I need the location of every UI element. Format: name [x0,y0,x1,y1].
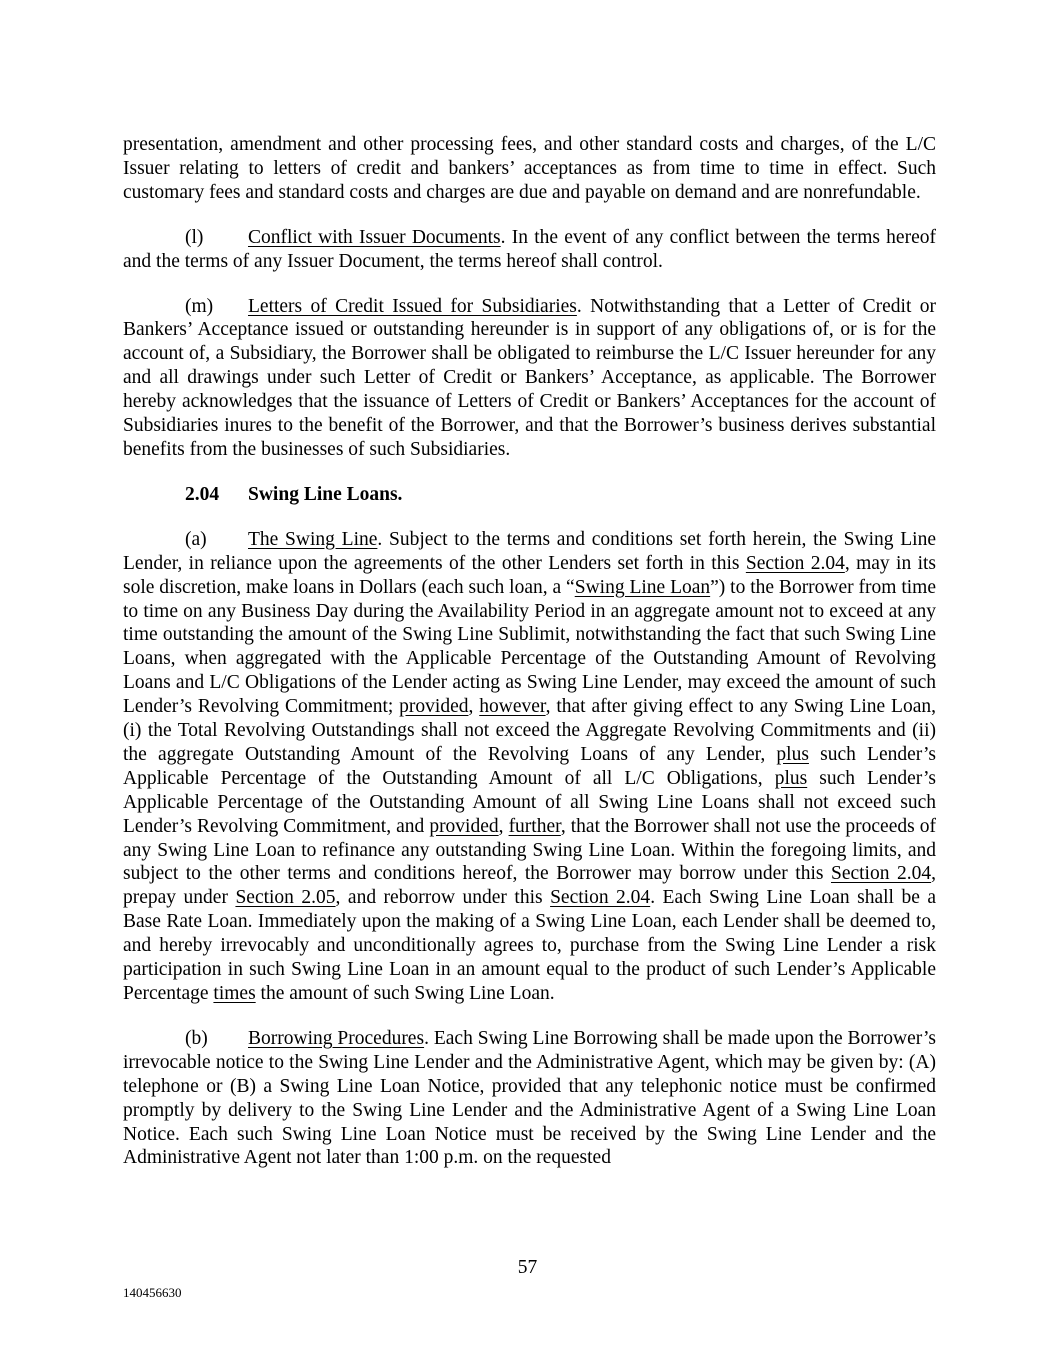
paragraph-label: 2.04 [185,483,220,505]
text-run: the amount of such Swing Line Loan. [255,983,555,1004]
text-run: such Lender’s Applicable Percentage of the Outstanding Amount of all Swing Line Loans shall not exceed such Lender’s Revolving Commitment, and [123,767,936,837]
paragraph-heading-2-04 [123,483,936,507]
text-run: , prepay under [123,863,936,909]
paragraph-label: (a) [185,528,207,550]
text-run: . Notwithstanding that a Letter of Credit or Bankers’ Acceptance issued or outstanding hereunder is in support of any obligations of, or is for the account of, a Subsidiary, the Borrower shall be obligated to reimburse the L/C Issuer hereunder for any and all drawings under such Letter of Credit or Bankers’ Acceptance, as applicable. The Borrower hereby acknowledges that the issuance of Letters of Credit or Bankers’ Acceptances for the account of Subsidiaries inures to the benefit of the Borrower, and that the Borrower’s business derives substantial benefits from the businesses of such Subsidiaries. [123,295,937,460]
document-id-footer: 140456630 [123,1285,182,1300]
paragraph-fees-continuation [123,133,936,205]
text-run: , may in its sole discretion, make loans in Dollars (each such loan, a “ [123,552,936,598]
underlined-term: Section 2.04 [550,887,651,909]
document-body [123,133,936,1191]
paragraph-section-b [123,1027,936,1170]
underlined-term: plus [774,767,808,789]
paragraph-label: (b) [185,1027,208,1049]
text-run: , and reborrow under this [335,887,551,909]
underlined-term: Section 2.04 [745,552,845,574]
underlined-term: provided [399,696,469,718]
underlined-term: however [479,696,546,718]
text-run: . Each Swing Line Borrowing shall be made upon the Borrower’s irrevocable notice to the Swing Line Lender and the Administrative Agent, which may be given by: (A) telephone or (B) a Swing Line Loan Notice, provided that any telephonic notice must be confirmed promptly by delivery to the Swing Line Lender and the Administrative Agent of a Swing Line Loan Notice. Each such Swing Line Loan Notice must be received by the Swing Line Lender and the Administrative Agent not later than 1:00 p.m. on the requested [123,1027,936,1169]
text-run: , that after giving effect to any Swing Line Loan, (i) the Total Revolving Outstandings shall not exceed the Aggregate Revolving Commitments and (ii) the aggregate Outstanding Amount of the Revolving Loans of any Lender, [123,696,936,765]
underlined-term: Section 2.04 [830,863,932,885]
paragraph-section-m [123,295,936,462]
underlined-term: Section 2.05 [235,887,336,909]
underlined-term: Swing Line Loan [574,576,711,598]
underlined-term: Letters of Credit Issued for Subsidiaries [248,295,577,317]
underlined-term: times [213,983,256,1004]
text-run: . In the event of any conflict between the terms hereof and the terms of any Issuer Document, the terms hereof shall control. [123,226,936,272]
paragraph-section-a [123,528,936,1006]
paragraph-label: (m) [185,295,214,317]
text-run: Swing Line Loans. [248,483,403,505]
text-run: , [468,696,480,718]
underlined-term: Borrowing Procedures [248,1027,425,1049]
underlined-term: further [508,815,561,837]
underlined-term: Conflict with Issuer Documents [248,226,501,248]
paragraph-label: (l) [185,226,204,248]
text-run: presentation, amendment and other processing fees, and other standard costs and charges, of the L/C Issuer relating to letters of credit and bankers’ acceptances as from time to time in effect. Such customary fees and standard costs and charges are due and payable on demand and are nonrefundable. [123,134,936,203]
text-run: , that the Borrower shall not use the proceeds of any Swing Line Loan to refinance any outstanding Swing Line Loan. Within the foregoing limits, and subject to the other terms and conditions hereof, the Borrower may borrow under this [123,815,936,885]
text-run: . Subject to the terms and conditions set forth herein, the Swing Line Lender, in reliance upon the agreements of the other Lenders set forth in this [123,528,936,574]
text-run: ”) to the Borrower from time to time on any Business Day during the Availability Period in an aggregate amount not to exceed at any time outstanding the amount of the Swing Line Sublimit, notwithstanding the fact that such Swing Line Loans, when aggregated with the Applicable Percentage of the Outstanding Amount of Revolving Loans and L/C Obligations of the Lender acting as Swing Line Lender, may exceed the amount of such Lender’s Revolving Commitment; [123,576,936,718]
underlined-term: plus [776,743,809,765]
underlined-term: The Swing Line [248,528,378,550]
underlined-term: provided [429,815,499,837]
text-run: . Each Swing Line Loan shall be a Base Rate Loan. Immediately upon the making of a Swing Line Loan, each Lender shall be deemed to, and hereby irrevocably and unconditionally agrees to, purchase from the Swing Line Lender a risk participation in such Swing Line Loan in an amount equal to the product of such Lender’s Applicable Percentage [123,887,936,1004]
text-run: , [498,815,509,837]
paragraph-section-l [123,226,936,274]
page-number: 57 [517,1257,538,1278]
text-run: such Lender’s Applicable Percentage of the Outstanding Amount of all L/C Obligations, [123,743,936,789]
